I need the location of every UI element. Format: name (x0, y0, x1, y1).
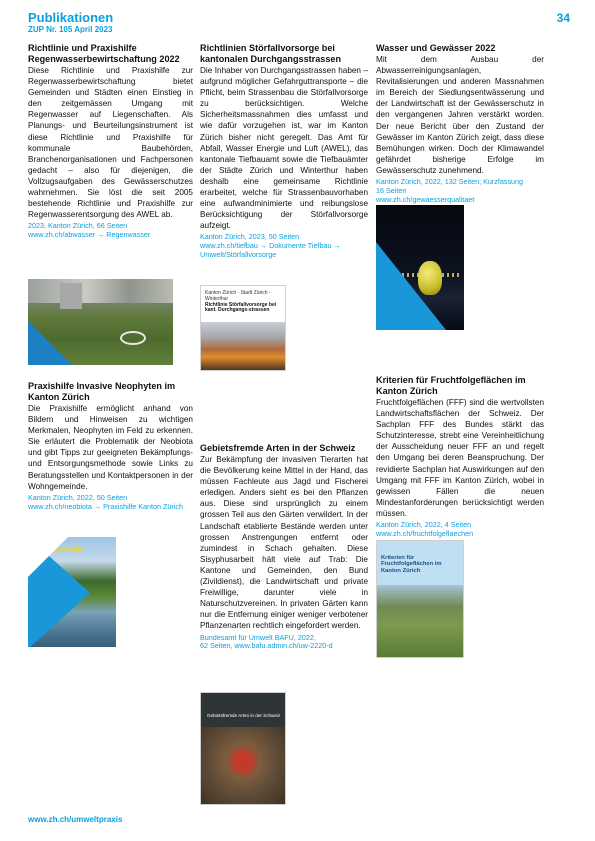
cover-label: Praxishilfe (48, 547, 84, 554)
cover-regenwasser-photo[interactable] (28, 279, 173, 365)
fire-photo (201, 322, 285, 371)
article-title: Gebietsfremde Arten in der Schweiz (200, 443, 356, 453)
section-title: Publikationen (28, 10, 114, 25)
article-body: Zur Bekämpfung der invasiven Tierarten hat die Bevölkerung keine Mittel in der Hand, das müssen Fachleute aus Jagd und Fischerei erledigen. Anders sieht es bei den Pflanzen aus. Diese sind ursprünglich zu einem grossen Teil aus den Gärten verwildert. In der Landschaft etablierte Bestände werden unter grossen Anstrengungen entfernt oder zumindest in Schach gehalten. Diese Sisyphusarbeit hält viele auf Trab: Die Kantone und Gemeinden, den Bund (Zivildienst), die Landwirtschaft und private Freiwillige, darunter viele in Naturschutzvereinen. In privaten Gärten kann nur die Entfernung einiger weniger verbotener Pflanzenarten rechtlich eingefordert werden. (200, 455, 368, 631)
footer-link[interactable]: www.zh.ch/umweltpraxis (28, 815, 123, 824)
article-link[interactable]: 62 Seiten, www.bafu.admin.ch/uw-2220-d (200, 641, 333, 651)
article-body: Die Praxishilfe ermöglicht anhand von Bildern und Hinweisen zu wichtigen Merkmalen, Neophyten im Feld zu erkennen. Sie erläutert die Problematik der Neobiota und gibt Tipps zur geeigneten Bekämpfungs- und Entsorgungsmethode sowie Links zu Beratungsstellen und Kontaktpersonen in der Wohngemeinde. (28, 404, 193, 491)
article-meta: 2023, Kanton Zürich, 66 Seiten (28, 221, 128, 231)
blue-triangle-decoration (28, 321, 72, 365)
cover-gebietsfremde[interactable] (200, 692, 286, 805)
article-meta: Kanton Zürich, 2022, 132 Seiten; Kurzfassung (376, 177, 524, 187)
article-wasser (376, 43, 544, 204)
article-link[interactable]: www.zh.ch/abwasser → Regenwasser (28, 230, 151, 240)
article-link[interactable]: www.zh.ch/tiefbau → Dokumente Tiefbau → (200, 241, 341, 251)
article-title: Kriterien für Fruchtfolgeflächen im Kanton Zürich (376, 375, 526, 396)
garden-hose-shape (120, 331, 146, 345)
page-number: 34 (556, 11, 570, 25)
article-title: Richtlinie und Praxishilfe Regenwasserbewirtschaftung 2022 (28, 43, 180, 64)
article-link[interactable]: Umwelt/Störfallvorsorge (200, 250, 277, 259)
article-stoerfall (200, 43, 368, 260)
field-photo (377, 585, 463, 657)
article-meta: Kanton Zürich, 2022, 50 Seiten (28, 492, 128, 502)
cover-title: Kriterien für Fruchtfolgeflächen im Kanton Zürich (381, 555, 442, 574)
blurred-area (60, 283, 82, 309)
building-shape (28, 279, 173, 303)
article-title: Wasser und Gewässer 2022 (376, 43, 496, 53)
article-body: Fruchtfolgeflächen (FFF) sind die wertvollsten Landwirtschaftsflächen der Schweiz. Der Sachplan FFF des Bundes stärkt das Schutzinteresse, strebt eine Vereinheitlichung der Ausscheidung neuer FFF an und regelt den Umgang bei deren Beanspruchung. Der revidierte Sachplan hat Auswirkungen auf den Umgang mit FFF im Kanton Zürich, wobei in gewissen Fällen die neuen Mindestanforderungen berücksichtigt werden müssen. (376, 398, 544, 518)
cover-title: Richtlinie Störfallvorsorge bei kant. Durchgangs-strassen (205, 302, 277, 314)
cover-logos: Kanton Zürich · Stadt Zürich · Winterthur (205, 290, 271, 302)
article-neophyten (28, 381, 193, 511)
article-link[interactable]: www.zh.ch/gewaesserqualitaet (376, 194, 475, 204)
article-link[interactable]: www.zh.ch/fruchtfolgeflaechen (376, 528, 474, 538)
article-fruchtfolge (376, 375, 544, 539)
cover-title: Gebietsfremde Arten in der Schweiz (207, 713, 281, 718)
white-corner-decoration (28, 537, 68, 577)
article-body: Die Inhaber von Durchgangsstrassen haben – aufgrund möglicher Gefahrguttransporte – die Pflicht, beim Strassenbau die Störfallvorsorge zu berücksichtigen. Welche Sicherheitsmassnahmen dies umfasst und wie dafür vorzugehen ist, war im Kanton Zürich bisher nicht geregelt. Das Amt für Abfall, Wasser Energie und Luft (AWEL), das kantonale Tiefbauamt sowie die Tiefbauämter der Städte Zürich und Winterthur haben deshalb eine gemeinsame Richtlinie erarbeitet, welche für Strassenbauvorhaben eine aufwandminimierte und reibungslose Berücksichtigung der Störfallvorsorge aufzeigt. (200, 66, 368, 231)
article-gebietsfremde (200, 443, 368, 651)
cover-fruchtfolge[interactable] (376, 540, 464, 658)
article-meta: 16 Seiten (376, 185, 407, 195)
cover-stoerfall[interactable] (200, 285, 286, 371)
article-meta: Bundesamt für Umwelt BAFU, 2022, (200, 632, 316, 642)
issue-label: ZUP Nr. 105 April 2023 (28, 25, 113, 34)
cover-neophyten-photo[interactable] (28, 537, 116, 647)
article-title: Richtlinien Störfallvorsorge bei kantonalen Durchgangsstrassen (200, 43, 341, 64)
article-regenwasser (28, 43, 193, 240)
starfish-fungus-photo (201, 727, 285, 804)
cover-wasser-photo[interactable] (376, 205, 464, 330)
article-meta: Kanton Zürich, 2023, 50 Seiten (200, 232, 300, 242)
article-link[interactable]: www.zh.ch/neobiota → Praxishilfe Kanton Zürich (28, 501, 184, 511)
article-body: Diese Richtlinie und Praxishilfe zur Regenwasserbewirtschaftung bietet Gemeinden und Städten einen Einstieg in den zeitgemässen Umgang mit Regenwasser auf Liegenschaften. Als Planungs- und Beurteilungsinstrument ist diese Richtlinie und Praxishilfe für kommunale Baubehörden, Branchenorganisationen und Fachpersonen gedacht – also für diejenigen, die Vollzugsaufgaben des Gewässerschutzes wahrnehmen. Sie löst die seit 2005 bestehende Richtlinie und Praxishilfe zur Regenwasserentsorgung des AWEL ab. (28, 66, 193, 220)
article-meta: Kanton Zürich, 2022, 4 Seiten (376, 520, 472, 530)
article-body: Mit dem Ausbau der Abwasserreinigungsanlagen, Revitalisierungen und anderen Massnahmen im Bereich der Siedlungsentwässerung und der Landwirtschaft ist der Gewässerschutz in den vergangenen Jahren verstärkt worden. Der neue Bericht über den Zustand der Gewässer im Kanton Zürich zeigt, dass diese Bemühungen wirken. Doch der Klimawandel gefährdet bisherige Erfolge im Gewässerschutz zunehmend. (376, 55, 544, 175)
cover-header (201, 693, 285, 727)
article-title: Praxishilfe Invasive Neophyten im Kanton Zürich (28, 381, 176, 402)
blue-triangle-decoration (376, 242, 446, 330)
